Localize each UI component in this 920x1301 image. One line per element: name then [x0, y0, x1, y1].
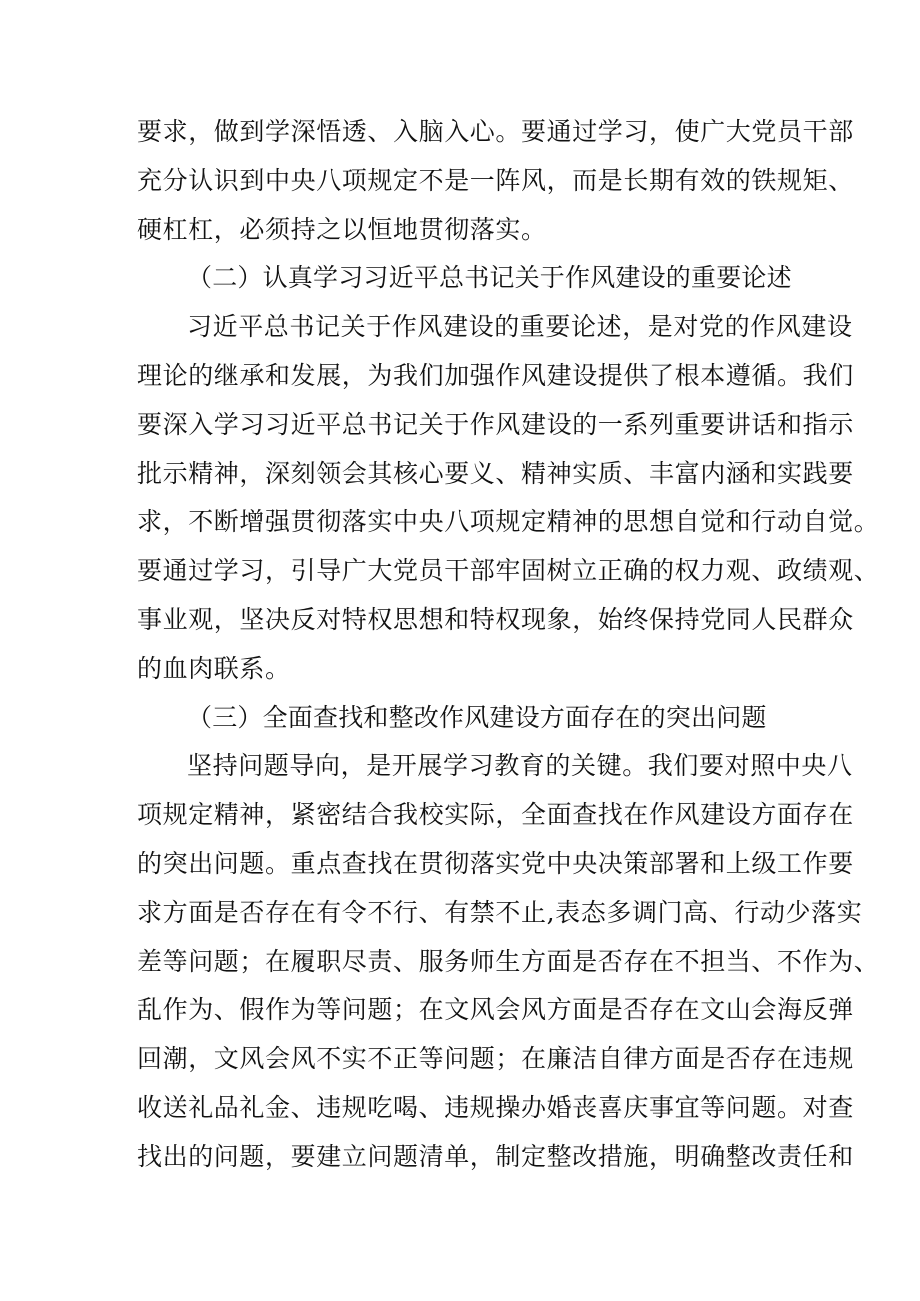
paragraph-line: 充分认识到中央八项规定不是一阵风，而是长期有效的铁规矩、 [137, 165, 854, 195]
paragraph-line: 要深入学习习近平总书记关于作风建设的一系列重要讲话和指示 [137, 409, 854, 439]
paragraph-line: 项规定精神，紧密结合我校实际，全面查找在作风建设方面存在 [137, 800, 854, 830]
paragraph-line: 要通过学习，引导广大党员干部牢固树立正确的权力观、政绩观、 [137, 556, 880, 586]
paragraph-line: 坚持问题导向，是开展学习教育的关键。我们要对照中央八 [187, 751, 853, 781]
document-page [137, 108, 880, 1182]
paragraph-line: 要求，做到学深悟透、入脑入心。要通过学习，使广大党员干部 [137, 117, 854, 146]
paragraph-line: 事业观，坚决反对特权思想和特权现象，始终保持党同人民群众 [137, 604, 854, 634]
heading-section-3 [137, 694, 797, 743]
paragraph-line: 收送礼品礼金、违规吃喝、违规操办婚丧喜庆事宜等问题。对查 [137, 1092, 854, 1122]
paragraph-line: 理论的继承和发展，为我们加强作风建设提供了根本遵循。我们 [137, 360, 854, 390]
paragraph-line: 乱作为、假作为等问题；在文风会风方面是否存在文山会海反弹 [137, 995, 854, 1025]
para-section-3 [137, 742, 880, 1181]
paragraph-line: 的血肉联系。 [137, 653, 291, 683]
section-heading-line: （三）全面查找和整改作风建设方面存在的突出问题 [187, 702, 767, 732]
para-intro-tail [137, 108, 854, 254]
section-heading-line: （二）认真学习习近平总书记关于作风建设的重要论述 [187, 263, 792, 293]
paragraph-line: 找出的问题，要建立问题清单，制定整改措施，明确整改责任和 [137, 1141, 854, 1171]
paragraph-line: 回潮，文风会风不实不正等问题；在廉洁自律方面是否存在违规 [137, 1044, 854, 1074]
paragraph-line: 批示精神，深刻领会其核心要义、精神实质、丰富内涵和实践要 [137, 458, 854, 488]
paragraph-line: 习近平总书记关于作风建设的重要论述，是对党的作风建设 [187, 312, 853, 342]
paragraph-line: 硬杠杠，必须持之以恒地贯彻落实。 [137, 214, 547, 244]
para-section-2 [137, 303, 880, 693]
paragraph-line: 求方面是否存在有令不行、有禁不止,表态多调门高、行动少落实 [137, 897, 863, 927]
paragraph-line: 差等问题；在履职尽责、服务师生方面是否存在不担当、不作为、 [137, 946, 880, 976]
heading-section-2 [137, 254, 797, 303]
paragraph-line: 求，不断增强贯彻落实中央八项规定精神的思想自觉和行动自觉。 [137, 507, 880, 537]
paragraph-line: 的突出问题。重点查找在贯彻落实党中央决策部署和上级工作要 [137, 848, 854, 878]
